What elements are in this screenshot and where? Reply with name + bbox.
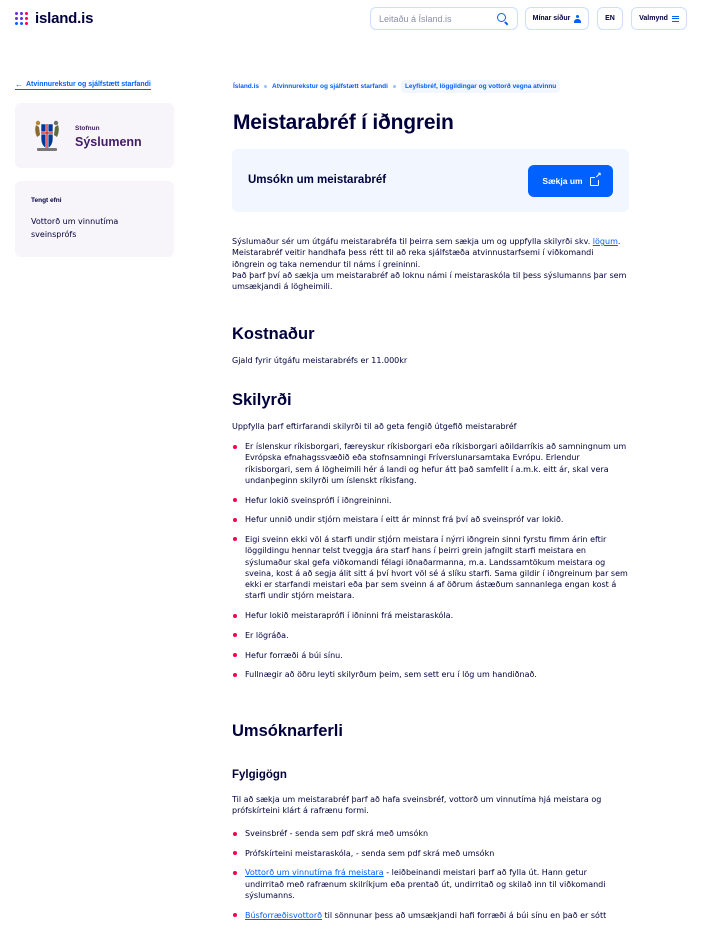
my-pages-button[interactable] <box>525 7 589 30</box>
list-item-text: Sveinsbréf - senda sem pdf skrá með umsókn <box>245 829 429 838</box>
my-pages-label: Mínar síður <box>532 15 571 22</box>
back-link-label: Atvinnurekstur og sjálfstætt starfandi <box>26 81 151 88</box>
page-title: Meistarabréf í iðngrein <box>233 111 454 134</box>
list-item <box>232 867 628 901</box>
intro-p2: Það þarf því að sækja um meistarabréf að loknu námi í meistaraskóla til þess sýslumanns þar sem umsækjandi á lögheimili. <box>232 270 627 292</box>
bullet-dot <box>233 518 237 522</box>
list-item <box>232 441 628 486</box>
attachments-heading: Fylgigögn <box>232 769 287 781</box>
intro-p1-end: . Meistarabréf veitir handhafa þess rétt til að reka sjálfstæða atvinnustarfsemi í viðkomandi iðngrein og taka nemendur til náms í greininni. <box>232 237 621 269</box>
bullet-dot <box>233 445 237 449</box>
logo-text: island.is <box>35 10 94 27</box>
search-icon[interactable] <box>497 13 509 25</box>
breadcrumb-separator <box>393 85 396 88</box>
search-placeholder: Leitaðu á Ísland.is <box>379 13 452 24</box>
breadcrumb-item-licenses[interactable]: Leyfisbréf, löggildingar og vottorð vegna atvinnu <box>401 80 560 93</box>
list-item-text: Er íslenskur ríkisborgari, færeyskur ríkisborgari eða ríkisborgari aðildarríkis að samningnum um Evrópska efnahagssvæðið eða stofnsamningi Fríverslunarsamtaka Evrópu. Erlendur ríkisborgari, sem á lögheimili hér á landi og hefur átt það samfellt í a.m.k. eitt ár, skal vera undanþeginn skilyrði um íslenskt ríkisfang. <box>245 442 627 485</box>
site-header <box>0 0 710 40</box>
apply-button-label: Sækja um <box>542 176 583 186</box>
apply-box <box>232 149 629 212</box>
list-item-text: Prófskírteini meistaraskóla, - senda sem pdf skrá með umsókn <box>245 848 495 858</box>
list-item <box>232 534 628 602</box>
language-label: EN <box>605 15 615 22</box>
search-input[interactable] <box>370 7 518 30</box>
external-link-icon <box>590 177 599 186</box>
list-item-text: Hefur lokið meistaraprófi í iðninni frá meistaraskóla. <box>245 611 454 621</box>
related-title: Tengt efni <box>31 197 62 204</box>
bullet-dot <box>233 871 237 875</box>
laws-link[interactable]: lögum <box>592 237 618 246</box>
estate-certificate-link[interactable]: Búsforræðisvottorð <box>245 910 322 920</box>
organization-card[interactable] <box>15 103 174 168</box>
island-is-logo[interactable] <box>15 10 93 27</box>
bullet-dot <box>233 498 237 502</box>
cost-heading: Kostnaður <box>232 325 315 343</box>
bullet-dot <box>233 851 237 855</box>
breadcrumb-item-home[interactable]: Ísland.is <box>233 83 260 90</box>
list-item-text: Er lögráða. <box>245 630 289 640</box>
work-certificate-link[interactable]: Vottorð um vinnutíma frá meistara <box>245 868 384 878</box>
conditions-heading: Skilyrði <box>232 391 292 409</box>
breadcrumb <box>233 80 560 93</box>
menu-icon <box>672 16 679 22</box>
bullet-dot <box>233 633 237 637</box>
coat-of-arms-icon <box>33 119 61 152</box>
list-item <box>232 828 628 839</box>
list-item <box>232 910 628 921</box>
bullet-dot <box>233 653 237 657</box>
conditions-intro: Uppfylla þarf eftirfarandi skilyrði til að geta fengið útgefið meistarabréf <box>232 422 517 431</box>
attachments-list <box>232 828 628 929</box>
language-button[interactable] <box>597 7 623 30</box>
list-item-text: Hefur unnið undir stjórn meistara í eitt ár minnst frá því að sveinspróf var lokið. <box>245 515 564 525</box>
bullet-dot <box>233 537 237 541</box>
org-label: Stofnun <box>75 125 100 132</box>
menu-button[interactable] <box>631 7 687 30</box>
list-item <box>232 514 628 525</box>
list-item-text: Fullnægir að öðru leyti skilyrðum þeim, sem sett eru í lög um handiðnað. <box>245 670 537 680</box>
list-item-text: Eigi sveinn ekki völ á starfi undir stjórn meistara í nýrri iðngrein sinni fyrstu fimm árin eftir löggildingu hennar telst tveggja ára starf hans í þeirri grein jafngilt starfi meistara en sýslumaður skal gefa viðkomandi félagi iðnaðarmanna, m.a. Landssamtökum meistara og sveina, kost á að segja álit sitt á því hvort völ sé á slíku starfi. Sama gildir í iðngreinum þar sem ekki er starfandi meistari eða þar sem sveinn á af öðrum ástæðum sannanlega engan kost á starfi undir stjórn meistara. <box>245 534 628 601</box>
cost-text: Gjald fyrir útgáfu meistarabréfs er 11.000kr <box>232 356 408 365</box>
list-item <box>232 495 628 506</box>
back-link[interactable] <box>15 81 151 90</box>
list-item <box>232 610 628 621</box>
person-icon <box>574 15 581 23</box>
conditions-list <box>232 441 628 689</box>
apply-label: Umsókn um meistarabréf <box>248 174 387 186</box>
grid-logo-icon <box>15 12 29 26</box>
breadcrumb-item-business[interactable]: Atvinnurekstur og sjálfstætt starfandi <box>272 83 388 90</box>
list-item <box>232 669 628 680</box>
list-item <box>232 848 628 859</box>
bullet-dot <box>233 913 237 917</box>
menu-label: Valmynd <box>639 15 668 22</box>
intro-text <box>232 236 628 292</box>
arrow-left-icon: ← <box>15 80 23 89</box>
intro-p1-start: Sýslumaður sér um útgáfu meistarabréfa til þeirra sem sækja um og uppfylla skilyrði skv. <box>232 237 591 246</box>
process-heading: Umsóknarferli <box>232 722 343 740</box>
bullet-dot <box>233 673 237 677</box>
list-item <box>232 650 628 661</box>
list-item-text: til sönnunar þess að umsækjandi hafi forræði á búi sínu en það er sótt <box>322 910 607 920</box>
list-item <box>232 630 628 641</box>
bullet-dot <box>233 832 237 836</box>
org-name[interactable]: Sýslumenn <box>75 135 142 149</box>
list-item-text: - leiðbeinandi meistari þarf að fylla út. Hann getur undirritað með rafrænum skilríkjum eða prentað út, undirritað og skilað inn til viðkomandi sýslumanns. <box>245 868 606 900</box>
related-link[interactable]: Vottorð um vinnutíma sveinsprófs <box>31 217 119 239</box>
process-intro: Til að sækja um meistarabréf þarf að hafa sveinsbréf, vottorð um vinnutíma hjá meistara og prófskírteini klárt á rafrænu formi. <box>232 795 602 816</box>
bullet-dot <box>233 614 237 618</box>
apply-button[interactable] <box>528 165 613 197</box>
list-item-text: Hefur forræði á búi sínu. <box>245 650 343 660</box>
breadcrumb-separator <box>264 85 267 88</box>
list-item-text: Hefur lokið sveinsprófi í iðngreininni. <box>245 495 392 505</box>
related-content-card <box>15 181 174 257</box>
